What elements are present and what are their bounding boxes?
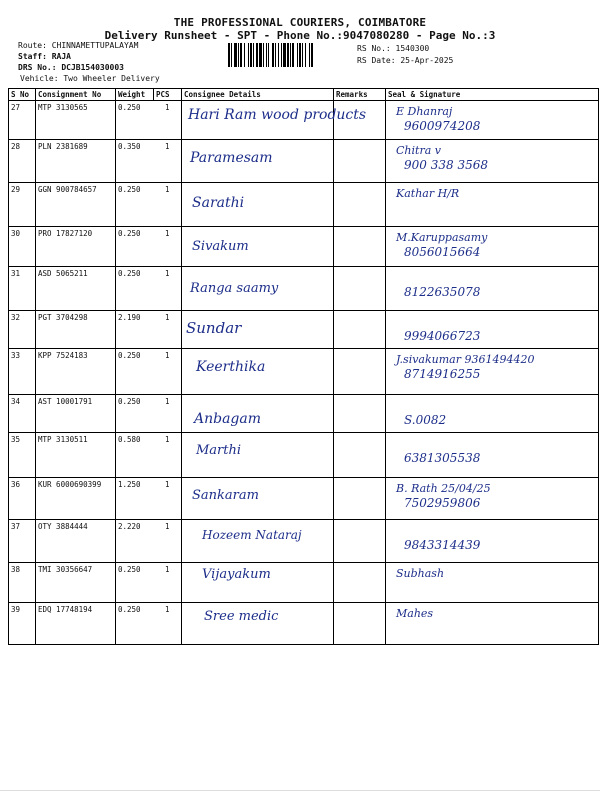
row-weight: 0.250: [116, 395, 154, 433]
row-consignee: [182, 349, 334, 395]
row-remarks: [334, 478, 386, 520]
row-pcs: 1: [154, 478, 182, 520]
consignee-handwriting: Ranga saamy: [190, 281, 279, 296]
row-sno: 31: [9, 267, 36, 311]
signature-name: Subhash: [396, 567, 445, 580]
row-weight: 0.250: [116, 349, 154, 395]
signature-phone: 9600974208: [404, 119, 481, 133]
scan-artifact: [0, 790, 600, 791]
signature-phone: 8714916255: [404, 367, 481, 381]
row-sno: 33: [9, 349, 36, 395]
row-remarks: [334, 140, 386, 183]
row-consignee: [182, 183, 334, 227]
row-consignee: [182, 520, 334, 563]
row-consignment-no: OTY 3884444: [36, 520, 116, 563]
row-consignee: [182, 395, 334, 433]
row-consignment-no: EDQ 17748194: [36, 603, 116, 645]
row-signature: [386, 395, 599, 433]
consignee-handwriting: Vijayakum: [202, 567, 271, 582]
row-sno: 35: [9, 433, 36, 478]
row-remarks: [334, 563, 386, 603]
table-row: [9, 183, 599, 227]
staff-label: Staff: RAJA: [18, 52, 71, 61]
row-weight: 2.190: [116, 311, 154, 349]
consignee-handwriting: Hari Ram wood products: [188, 107, 367, 123]
row-pcs: 1: [154, 227, 182, 267]
row-weight: 0.250: [116, 563, 154, 603]
header-consignee: Consignee Details: [182, 89, 334, 101]
row-signature: [386, 349, 599, 395]
signature-name: Mahes: [396, 607, 434, 620]
header-sno: S No: [9, 89, 36, 101]
row-pcs: 1: [154, 349, 182, 395]
row-sno: 36: [9, 478, 36, 520]
row-consignee: [182, 563, 334, 603]
row-pcs: 1: [154, 183, 182, 227]
row-remarks: [334, 311, 386, 349]
consignee-handwriting: Anbagam: [194, 411, 262, 427]
row-sno: 27: [9, 101, 36, 140]
table-row: [9, 101, 599, 140]
header-consignment: Consignment No: [36, 89, 116, 101]
row-sno: 37: [9, 520, 36, 563]
signature-phone: S.0082: [404, 413, 447, 427]
row-remarks: [334, 227, 386, 267]
signature-phone: 9994066723: [404, 329, 481, 343]
row-consignment-no: PRO 17827120: [36, 227, 116, 267]
row-consignee: [182, 101, 367, 140]
row-consignment-no: TMI 30356647: [36, 563, 116, 603]
signature-name: M.Karuppasamy: [396, 231, 488, 244]
row-pcs: 1: [154, 603, 182, 645]
row-signature: [386, 140, 599, 183]
signature-phone: 8056015664: [404, 245, 481, 259]
table-row: [9, 395, 599, 433]
vehicle-label: Vehicle: Two Wheeler Delivery: [20, 74, 160, 83]
row-consignment-no: MTP 3130565: [36, 101, 116, 140]
signature-name: Kathar H/R: [396, 187, 460, 200]
header-signature: Seal & Signature: [386, 89, 599, 101]
row-pcs: 1: [154, 563, 182, 603]
table-row: [9, 603, 599, 645]
row-consignee: [182, 140, 334, 183]
row-sno: 29: [9, 183, 36, 227]
consignee-handwriting: Sundar: [186, 319, 242, 337]
drs-number: DRS No.: DCJB154030003: [18, 63, 124, 72]
signature-name: B. Rath 25/04/25: [396, 482, 491, 495]
signature-phone: 6381305538: [404, 451, 481, 465]
row-weight: 0.250: [116, 267, 154, 311]
row-pcs: 1: [154, 101, 182, 140]
row-consignee: [182, 311, 334, 349]
signature-phone: 9843314439: [404, 538, 481, 552]
signature-name: Chitra v: [396, 144, 441, 157]
row-weight: 1.250: [116, 478, 154, 520]
row-consignment-no: KPP 7524183: [36, 349, 116, 395]
row-sno: 30: [9, 227, 36, 267]
row-consignment-no: ASD 5065211: [36, 267, 116, 311]
row-weight: 0.250: [116, 227, 154, 267]
row-consignee: [182, 478, 334, 520]
row-consignee: [182, 227, 334, 267]
row-remarks: [334, 183, 386, 227]
row-consignee: [182, 603, 334, 645]
signature-name: J.sivakumar 9361494420: [396, 353, 535, 366]
row-signature: [386, 478, 599, 520]
row-consignment-no: PGT 3704298: [36, 311, 116, 349]
row-weight: 0.250: [116, 603, 154, 645]
rs-date: RS Date: 25-Apr-2025: [357, 56, 454, 65]
row-signature: [386, 267, 599, 311]
row-weight: 2.220: [116, 520, 154, 563]
row-consignment-no: AST 10001791: [36, 395, 116, 433]
row-sno: 39: [9, 603, 36, 645]
row-pcs: 1: [154, 433, 182, 478]
runsheet-table: [8, 88, 599, 645]
signature-phone: 8122635078: [404, 285, 481, 299]
runsheet-title: Delivery Runsheet - SPT - Phone No.:9047080280 - Page No.:3: [104, 29, 496, 42]
row-consignee: [182, 267, 334, 311]
row-consignee: [182, 433, 334, 478]
signature-phone: 900 338 3568: [404, 158, 488, 172]
row-sno: 28: [9, 140, 36, 183]
rs-number: RS No.: 1540300: [357, 44, 430, 53]
consignee-handwriting: Paramesam: [190, 150, 273, 166]
table-row: [9, 478, 599, 520]
row-remarks: [334, 395, 386, 433]
table-row: [9, 311, 599, 349]
row-signature: [386, 227, 599, 267]
barcode-image: [228, 43, 354, 67]
consignee-handwriting: Sivakum: [192, 239, 249, 254]
header-weight: Weight: [116, 89, 154, 101]
row-remarks: [334, 349, 386, 395]
row-pcs: 1: [154, 140, 182, 183]
route-label: Route: CHINNAMETTUPALAYAM: [18, 41, 139, 50]
table-row: [9, 267, 599, 311]
row-consignment-no: GGN 900784657: [36, 183, 116, 227]
row-weight: 0.250: [116, 183, 154, 227]
row-weight: 0.250: [116, 101, 154, 140]
consignee-handwriting: Sarathi: [192, 195, 245, 211]
table-row: [9, 227, 599, 267]
row-pcs: 1: [154, 267, 182, 311]
consignee-handwriting: Hozeem Nataraj: [202, 528, 302, 542]
row-consignment-no: MTP 3130511: [36, 433, 116, 478]
row-signature: [386, 101, 599, 140]
row-signature: [386, 520, 599, 563]
row-pcs: 1: [154, 395, 182, 433]
row-sno: 34: [9, 395, 36, 433]
table-row: [9, 140, 599, 183]
row-remarks: [334, 433, 386, 478]
table-header-row: [9, 89, 599, 101]
row-pcs: 1: [154, 311, 182, 349]
table-row: [9, 563, 599, 603]
row-remarks: [334, 101, 386, 140]
row-consignment-no: KUR 6000690399: [36, 478, 116, 520]
row-signature: [386, 183, 599, 227]
row-remarks: [334, 603, 386, 645]
row-signature: [386, 563, 599, 603]
row-pcs: 1: [154, 520, 182, 563]
row-weight: 0.580: [116, 433, 154, 478]
row-signature: [386, 433, 599, 478]
signature-name: E Dhanraj: [396, 105, 453, 118]
row-consignment-no: PLN 2381689: [36, 140, 116, 183]
consignee-handwriting: Sree medic: [204, 609, 279, 624]
row-sno: 32: [9, 311, 36, 349]
table-row: [9, 349, 599, 395]
header-pcs: PCS: [154, 89, 182, 101]
row-weight: 0.350: [116, 140, 154, 183]
header-remarks: Remarks: [334, 89, 386, 101]
row-signature: [386, 603, 599, 645]
consignee-handwriting: Marthi: [196, 443, 242, 458]
signature-phone: 7502959806: [404, 496, 481, 510]
row-remarks: [334, 520, 386, 563]
row-sno: 38: [9, 563, 36, 603]
consignee-handwriting: Sankaram: [192, 488, 259, 503]
table-row: [9, 433, 599, 478]
row-remarks: [334, 267, 386, 311]
table-row: [9, 520, 599, 563]
company-title: THE PROFESSIONAL COURIERS, COIMBATORE: [173, 16, 427, 29]
row-signature: [386, 311, 599, 349]
consignee-handwriting: Keerthika: [196, 359, 266, 375]
